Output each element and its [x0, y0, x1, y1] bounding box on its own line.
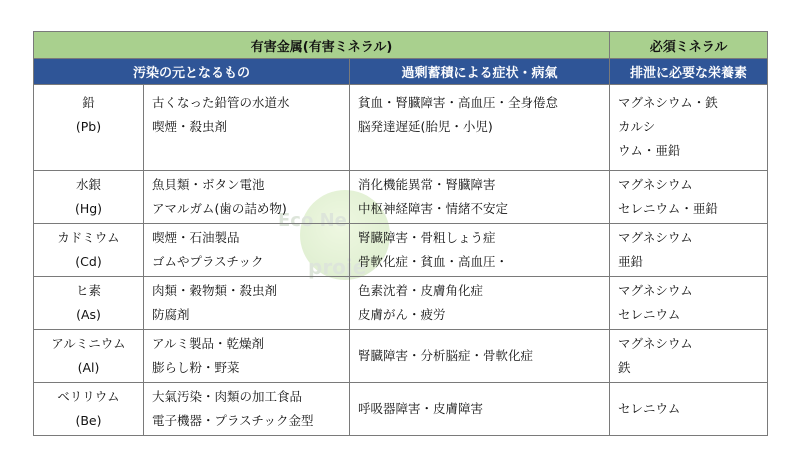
symptom-line: 腎臓障害・分析脳症・骨軟化症 — [358, 348, 534, 363]
symptom-line: 貧血・腎臓障害・高血圧・全身倦怠 — [358, 95, 559, 110]
harmful-metals-header: 有害金属(有害ミネラル) — [34, 32, 610, 59]
nutrient-line: カルシ — [618, 119, 656, 134]
nutrients-cell — [610, 85, 768, 171]
metal-name: 水銀 — [75, 177, 101, 192]
nutrient-line: セレニウム — [618, 401, 681, 416]
symptom-line: 中枢神経障害・情緒不安定 — [358, 201, 509, 216]
table-row — [34, 383, 768, 436]
symptom-line: 脳発達遅延(胎児・小児) — [358, 119, 493, 134]
source-line: アマルガム(歯の詰め物) — [152, 201, 287, 216]
metal-symbol: (As) — [76, 307, 101, 322]
symptoms-cell — [350, 383, 610, 436]
metal-name: カドミウム — [57, 230, 120, 245]
symptoms-cell — [350, 277, 610, 330]
metal-cell — [34, 85, 144, 171]
table-row — [34, 224, 768, 277]
source-line: 魚貝類・ボタン電池 — [152, 177, 265, 192]
watermark-text-2: proje — [308, 255, 367, 279]
symptom-line: 皮膚がん・疲労 — [358, 307, 446, 322]
metal-symbol: (Al) — [77, 360, 100, 375]
metal-name: アルミニウム — [51, 336, 126, 351]
nutrient-line: マグネシウム — [618, 230, 693, 245]
metal-name: ベリリウム — [57, 389, 120, 404]
nutrients-cell — [610, 224, 768, 277]
table-row — [34, 171, 768, 224]
symptom-line: 消化機能異常・腎臓障害 — [358, 177, 496, 192]
nutrient-line: マグネシウム — [618, 336, 693, 351]
metal-cell — [34, 383, 144, 436]
source-cell — [144, 330, 350, 383]
nutrients-cell — [610, 330, 768, 383]
table-row — [34, 85, 768, 171]
table-row — [34, 277, 768, 330]
nutrients-cell — [610, 171, 768, 224]
source-line: 喫煙・石油製品 — [152, 230, 240, 245]
nutrient-line: セレニウム・亜鉛 — [618, 201, 718, 216]
essential-minerals-header: 必須ミネラル — [610, 32, 768, 59]
mineral-table — [33, 31, 768, 436]
symptoms-cell — [350, 171, 610, 224]
symptom-line: 骨軟化症・貧血・高血圧・ — [358, 254, 509, 269]
source-cell — [144, 171, 350, 224]
source-line: 大氣汚染・肉類の加工食品 — [152, 389, 303, 404]
metal-symbol: (Be) — [75, 413, 102, 428]
metal-name: ヒ素 — [75, 283, 101, 298]
nutrients-cell — [610, 277, 768, 330]
watermark-text-1: Eco Ne — [278, 210, 347, 231]
symptoms-cell — [350, 224, 610, 277]
header-row-green — [34, 32, 768, 59]
metal-cell — [34, 171, 144, 224]
symptom-line: 腎臓障害・骨粗しょう症 — [358, 230, 496, 245]
source-line: 電子機器・プラスチック金型 — [152, 413, 314, 428]
source-header: 汚染の元となるもの — [34, 59, 350, 85]
nutrient-line: マグネシウム・鉄 — [618, 95, 718, 110]
nutrient-line: 鉄 — [618, 360, 631, 375]
source-line: 防腐剤 — [152, 307, 190, 322]
table-row — [34, 330, 768, 383]
symptoms-cell — [350, 330, 610, 383]
source-line: アルミ製品・乾燥剤 — [152, 336, 265, 351]
source-cell — [144, 224, 350, 277]
source-line: 肉類・穀物類・殺虫剤 — [152, 283, 278, 298]
source-cell — [144, 277, 350, 330]
symptoms-cell — [350, 85, 610, 171]
nutrients-cell — [610, 383, 768, 436]
symptom-line: 色素沈着・皮膚角化症 — [358, 283, 484, 298]
metal-cell — [34, 330, 144, 383]
source-line: 膨らし粉・野菜 — [152, 360, 240, 375]
header-row-blue — [34, 59, 768, 85]
metal-symbol: (Pb) — [75, 119, 102, 134]
nutrients-header: 排泄に必要な栄養素 — [610, 59, 768, 85]
source-cell — [144, 85, 350, 171]
nutrient-line: マグネシウム — [618, 177, 693, 192]
metal-cell — [34, 277, 144, 330]
metal-cell — [34, 224, 144, 277]
source-line: ゴムやプラスチック — [152, 254, 264, 269]
symptom-line: 呼吸器障害・皮膚障害 — [358, 401, 484, 416]
source-cell — [144, 383, 350, 436]
metal-name: 鉛 — [82, 95, 95, 110]
metal-symbol: (Hg) — [74, 201, 103, 216]
metal-symbol: (Cd) — [75, 254, 102, 269]
nutrient-line: セレニウム — [618, 307, 681, 322]
nutrient-line: マグネシウム — [618, 283, 693, 298]
source-line: 喫煙・殺虫剤 — [152, 119, 228, 134]
source-line: 古くなった鉛管の水道水 — [152, 95, 290, 110]
symptoms-header: 過剰蓄積による症状・病氣 — [350, 59, 610, 85]
nutrient-line: ウム・亜鉛 — [618, 143, 681, 158]
nutrient-line: 亜鉛 — [618, 254, 644, 269]
